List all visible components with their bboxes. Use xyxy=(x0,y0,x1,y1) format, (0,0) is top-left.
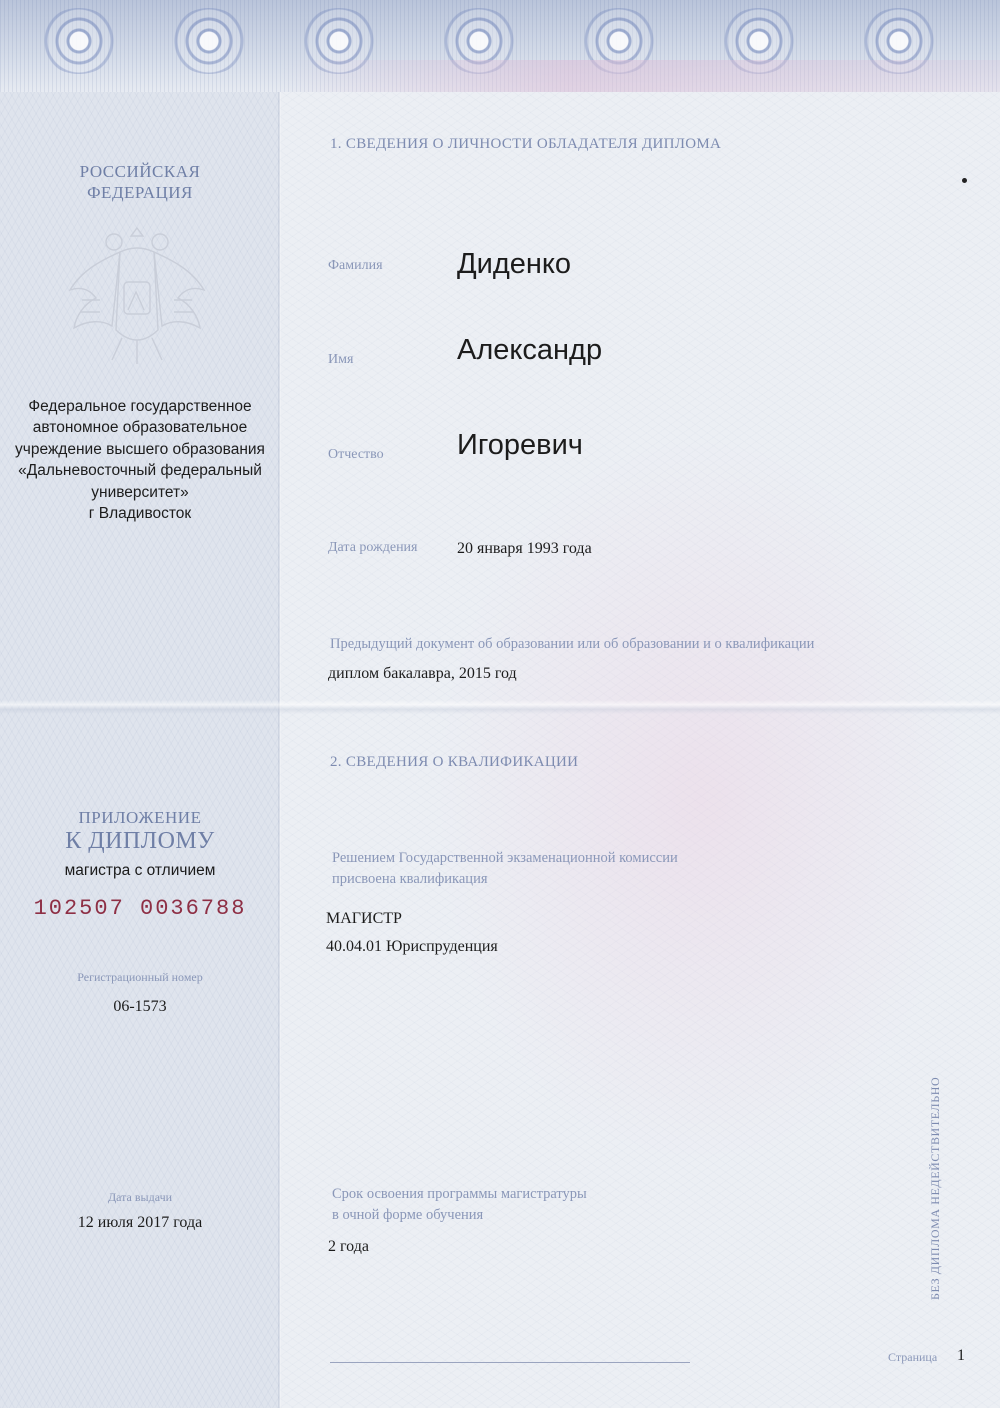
patronymic-value: Игоревич xyxy=(457,429,583,461)
decision-line-2: присвоена квалификация xyxy=(332,871,488,887)
issue-date-label: Дата выдачи xyxy=(107,1190,173,1204)
duration-line-2: в очной форме обучения xyxy=(332,1207,484,1223)
name-value: Александр xyxy=(457,334,603,366)
institution-line: г Владивосток xyxy=(88,505,192,523)
qualification-value: МАГИСТР xyxy=(326,910,402,927)
country-line-1: РОССИЙСКАЯ xyxy=(79,162,201,181)
registration-label: Регистрационный номер xyxy=(77,970,203,984)
duration-value: 2 года xyxy=(328,1238,369,1255)
validity-note: БЕЗ ДИПЛОМА НЕДЕЙСТВИТЕЛЬНО xyxy=(928,1076,942,1300)
previous-document-label: Предыдущий документ об образовании или об образовании и о квалификации xyxy=(330,636,815,652)
ink-dot xyxy=(962,178,967,183)
section-1-title: 1. СВЕДЕНИЯ О ЛИЧНОСТИ ОБЛАДАТЕЛЯ ДИПЛОМА xyxy=(330,136,722,152)
vertical-fold xyxy=(278,92,281,1408)
serial-number: 102507 0036788 xyxy=(33,896,247,921)
registration-number: 06-1573 xyxy=(113,998,167,1015)
dob-value: 20 января 1993 года xyxy=(457,540,592,557)
institution-line: университет» xyxy=(91,483,189,501)
page-label: Страница xyxy=(888,1350,938,1364)
decision-line-1: Решением Государственной экзаменационной комиссии xyxy=(332,850,678,866)
rosette-ornament xyxy=(170,8,248,74)
surname-value: Диденко xyxy=(457,248,572,280)
surname-label: Фамилия xyxy=(328,258,383,273)
dob-label: Дата рождения xyxy=(328,540,418,555)
rosette-ornament xyxy=(40,8,118,74)
horizontal-fold xyxy=(0,700,1000,714)
institution-line: «Дальневосточный федеральный xyxy=(18,462,262,480)
supplement-title: ПРИЛОЖЕНИЕ xyxy=(78,808,202,827)
institution-line: учреждение высшего образования xyxy=(15,440,265,458)
issue-date: 12 июля 2017 года xyxy=(77,1214,203,1231)
institution-line: Федеральное государственное xyxy=(28,398,252,415)
specialty-value: 40.04.01 Юриспруденция xyxy=(326,938,498,955)
bottom-rule xyxy=(330,1362,690,1363)
country-line-2: ФЕДЕРАЦИЯ xyxy=(87,183,193,202)
previous-document-value: диплом бакалавра, 2015 год xyxy=(328,665,517,682)
pink-tint-band xyxy=(280,60,1000,92)
degree-note: магистра с отличием xyxy=(64,862,216,879)
supplement-subtitle: К ДИПЛОМУ xyxy=(65,828,215,854)
patronymic-label: Отчество xyxy=(328,447,384,462)
coat-of-arms-icon xyxy=(62,220,212,370)
duration-line-1: Срок освоения программы магистратуры xyxy=(332,1186,587,1202)
page-number: 1 xyxy=(957,1347,965,1364)
institution-block xyxy=(0,396,280,524)
name-label: Имя xyxy=(328,352,354,367)
institution-line: автономное образовательное xyxy=(32,419,248,437)
section-2-title: 2. СВЕДЕНИЯ О КВАЛИФИКАЦИИ xyxy=(330,754,579,770)
